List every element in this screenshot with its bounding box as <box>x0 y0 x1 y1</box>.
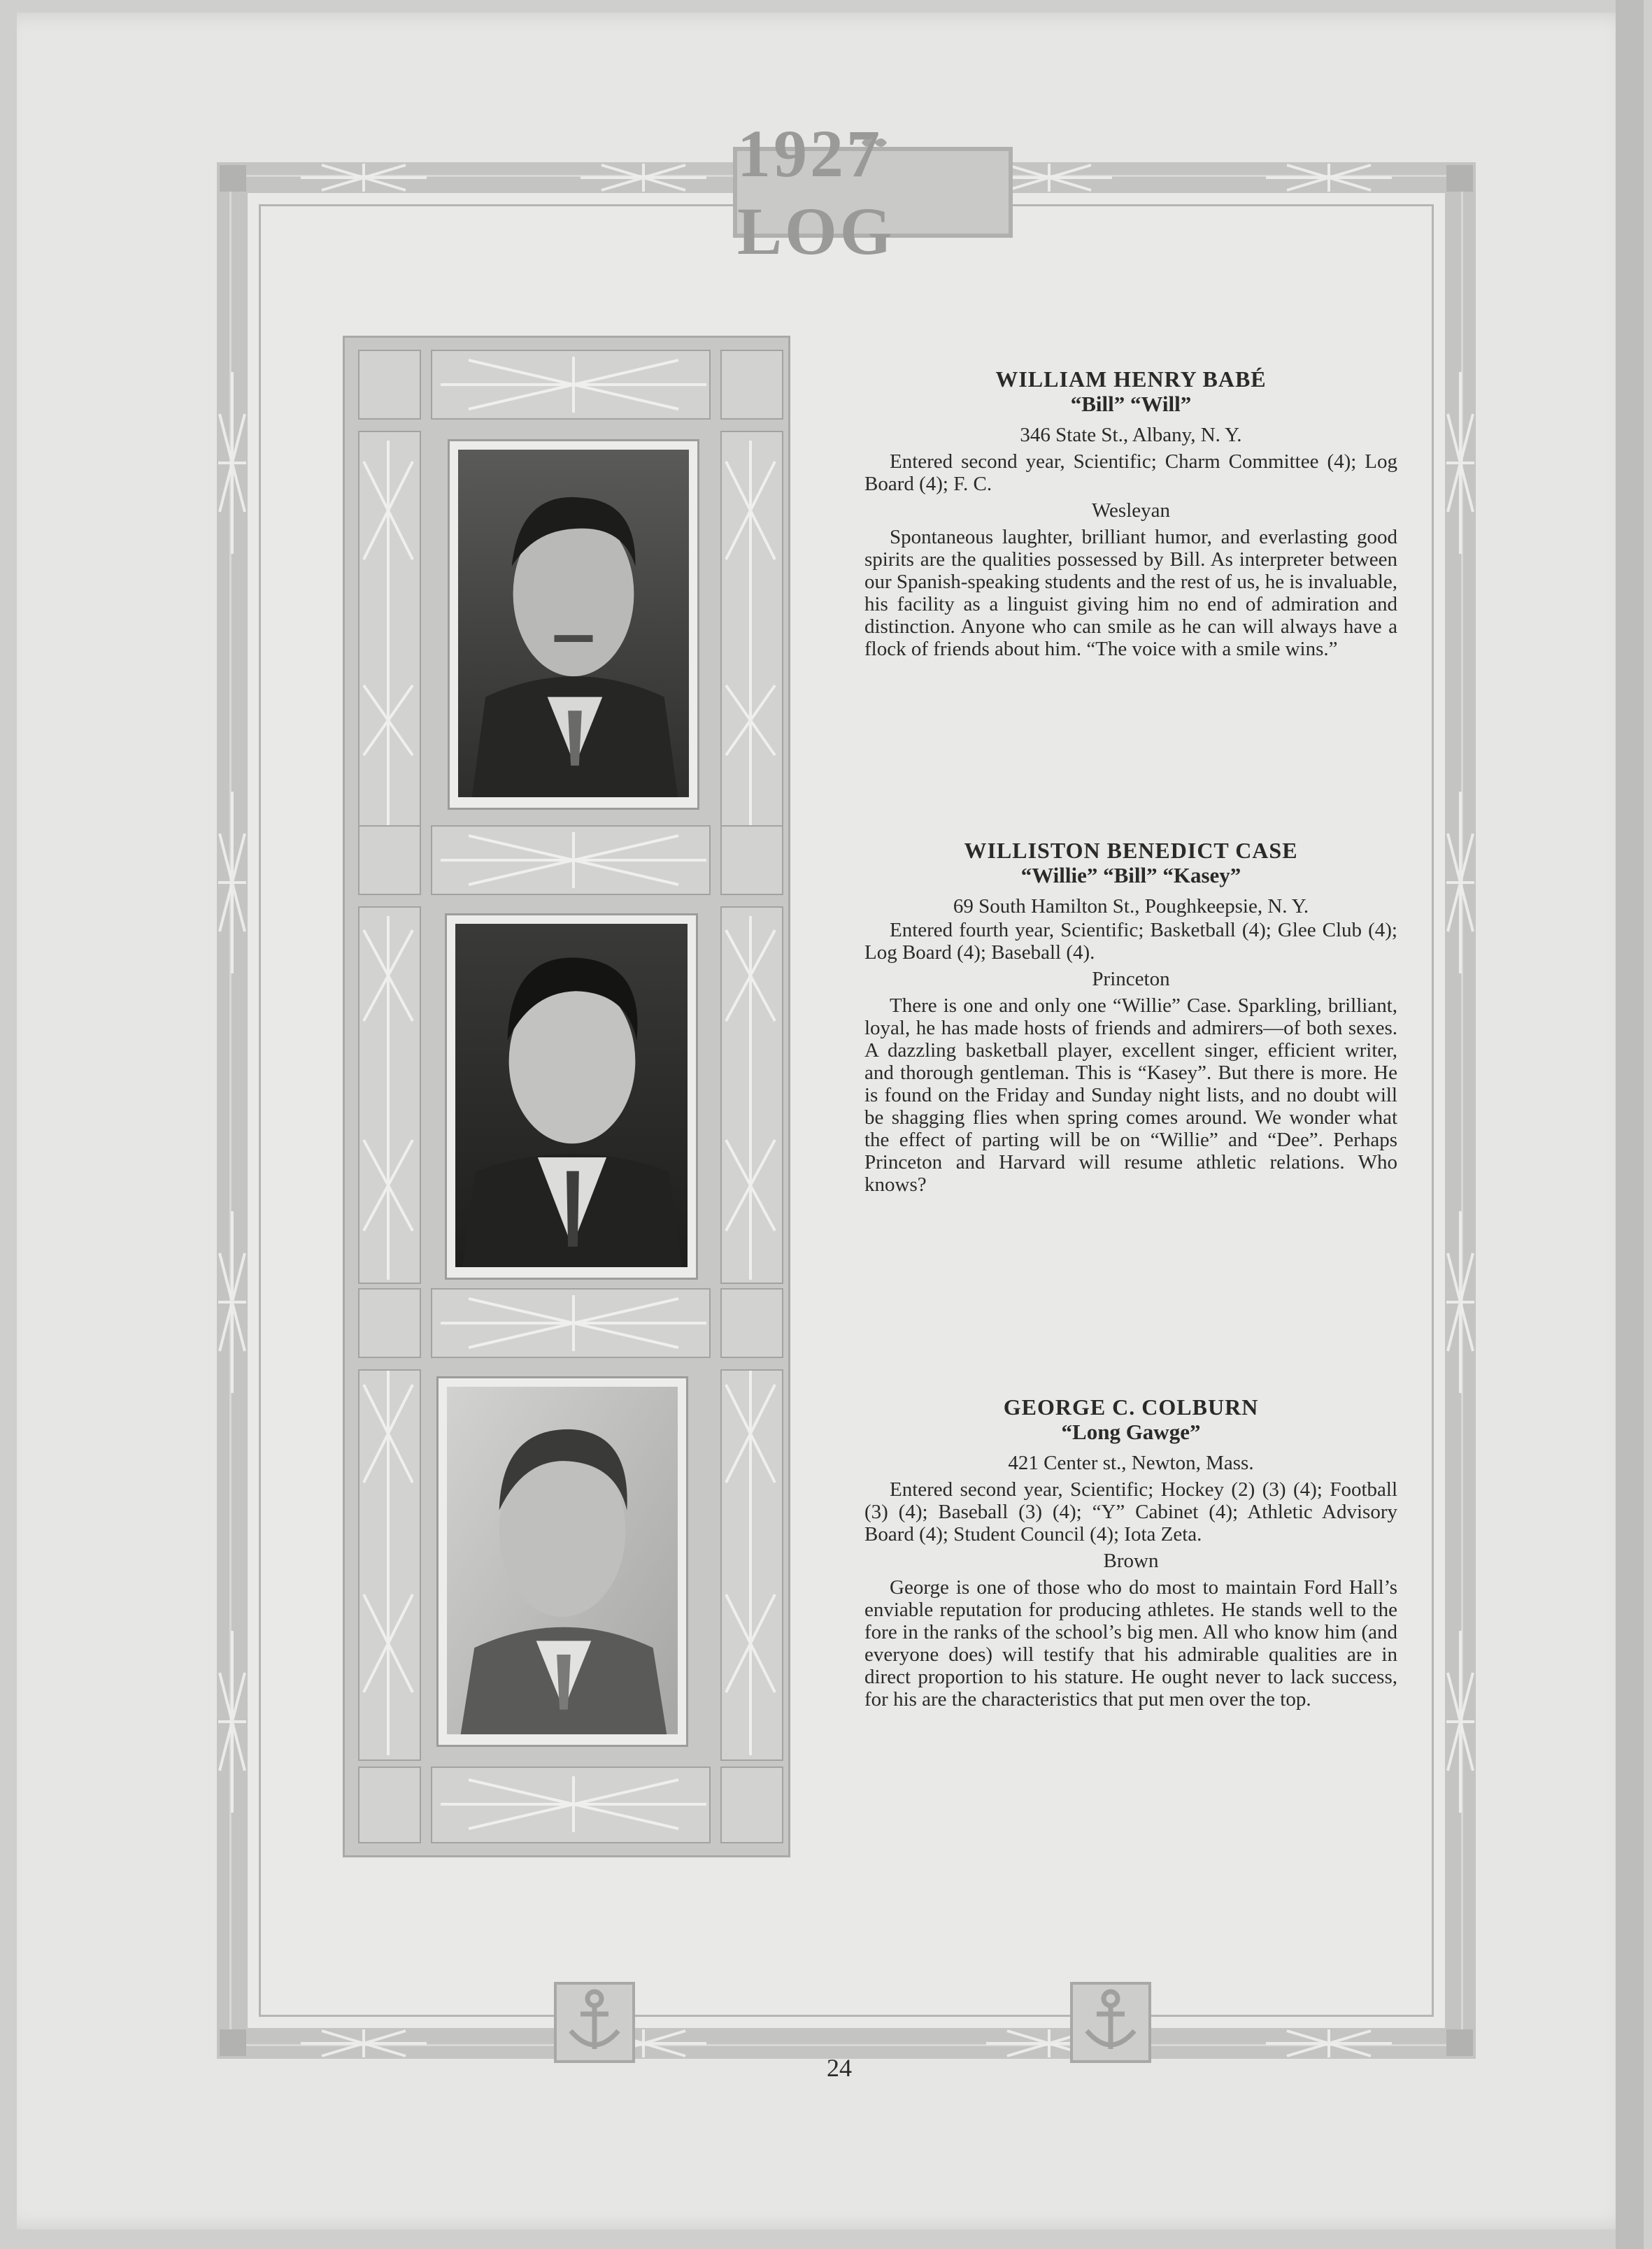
student-entry <box>864 368 1397 660</box>
portrait-photo <box>448 439 699 810</box>
student-nicknames: “Willie” “Bill” “Kasey” <box>1020 863 1241 887</box>
student-bio: George is one of those who do most to maintain Ford Hall’s enviable reputation for producing athletes. He stands well to the fore in the ranks of the school’s big men. All who know him (and everyone does) will testify that his admirable qualities are in direct proportion to his stature. He ought never to lack success, for his are the characteristics that put men over the top. <box>864 1576 1397 1711</box>
portrait-photo <box>445 913 698 1280</box>
portrait-image <box>447 1387 678 1734</box>
student-name: WILLIAM HENRY BABÉ <box>995 366 1267 392</box>
student-name: WILLISTON BENEDICT CASE <box>964 838 1298 863</box>
page-number: 24 <box>827 2054 852 2082</box>
student-college: Wesleyan <box>1091 499 1170 522</box>
student-entry <box>864 839 1397 1196</box>
anchor-icon <box>553 1980 636 2064</box>
student-name: GEORGE C. COLBURN <box>1003 1394 1259 1420</box>
portrait-photo <box>436 1376 688 1747</box>
student-record: Entered fourth year, Scientific; Basketball (4); Glee Club (4); Log Board (4); Baseball (4). <box>864 919 1397 964</box>
portrait-image <box>455 924 688 1267</box>
portrait-image <box>458 450 689 797</box>
page-binding-edge <box>1616 0 1644 2249</box>
yearbook-title-plaque <box>733 116 1013 269</box>
student-bio: Spontaneous laughter, brilliant humor, and everlasting good spirits are the qualities possessed by Bill. As interpreter between our Spanish-speaking students and the rest of us, he is invaluable, his facility as a linguist giving him no end of admiration and distinction. Anyone who can smile as he can will always have a flock of friends about him. “The voice with a smile wins.” <box>864 526 1397 660</box>
student-nicknames: “Long Gawge” <box>1061 1420 1201 1444</box>
anchor-icon <box>1069 1980 1153 2064</box>
yearbook-title: 1927 LOG <box>737 116 895 269</box>
student-record: Entered second year, Scientific; Charm Committee (4); Log Board (4); F. C. <box>864 450 1397 495</box>
student-entry <box>864 1396 1397 1711</box>
student-bio: There is one and only one “Willie” Case. Sparkling, brilliant, loyal, he has made hosts of friends and admirers—of both sexes. A dazzling basketball player, excellent singer, efficient writer, and thorough gentleman. This is “Kasey”. But there is more. He is found on the Friday and Sunday night lists, and no doubt will be shagging flies when spring comes around. We wonder what the effect of parting will be on “Willie” and “Dee”. Perhaps Princeton and Harvard will resume athletic relations. Who knows? <box>864 994 1397 1196</box>
student-address: 346 State St., Albany, N. Y. <box>1020 424 1242 446</box>
student-college: Brown <box>1103 1550 1159 1572</box>
student-address: 69 South Hamilton St., Poughkeepsie, N. Y. <box>953 895 1309 918</box>
student-record: Entered second year, Scientific; Hockey (2) (3) (4); Football (3) (4); Baseball (3) (4); “Y” Cabinet (4); Athletic Advisory Board (4); Student Council (4); Iota Zeta. <box>864 1478 1397 1545</box>
student-nicknames: “Bill” “Will” <box>1070 392 1192 416</box>
student-address: 421 Center st., Newton, Mass. <box>1008 1452 1254 1474</box>
student-college: Princeton <box>1092 968 1170 990</box>
